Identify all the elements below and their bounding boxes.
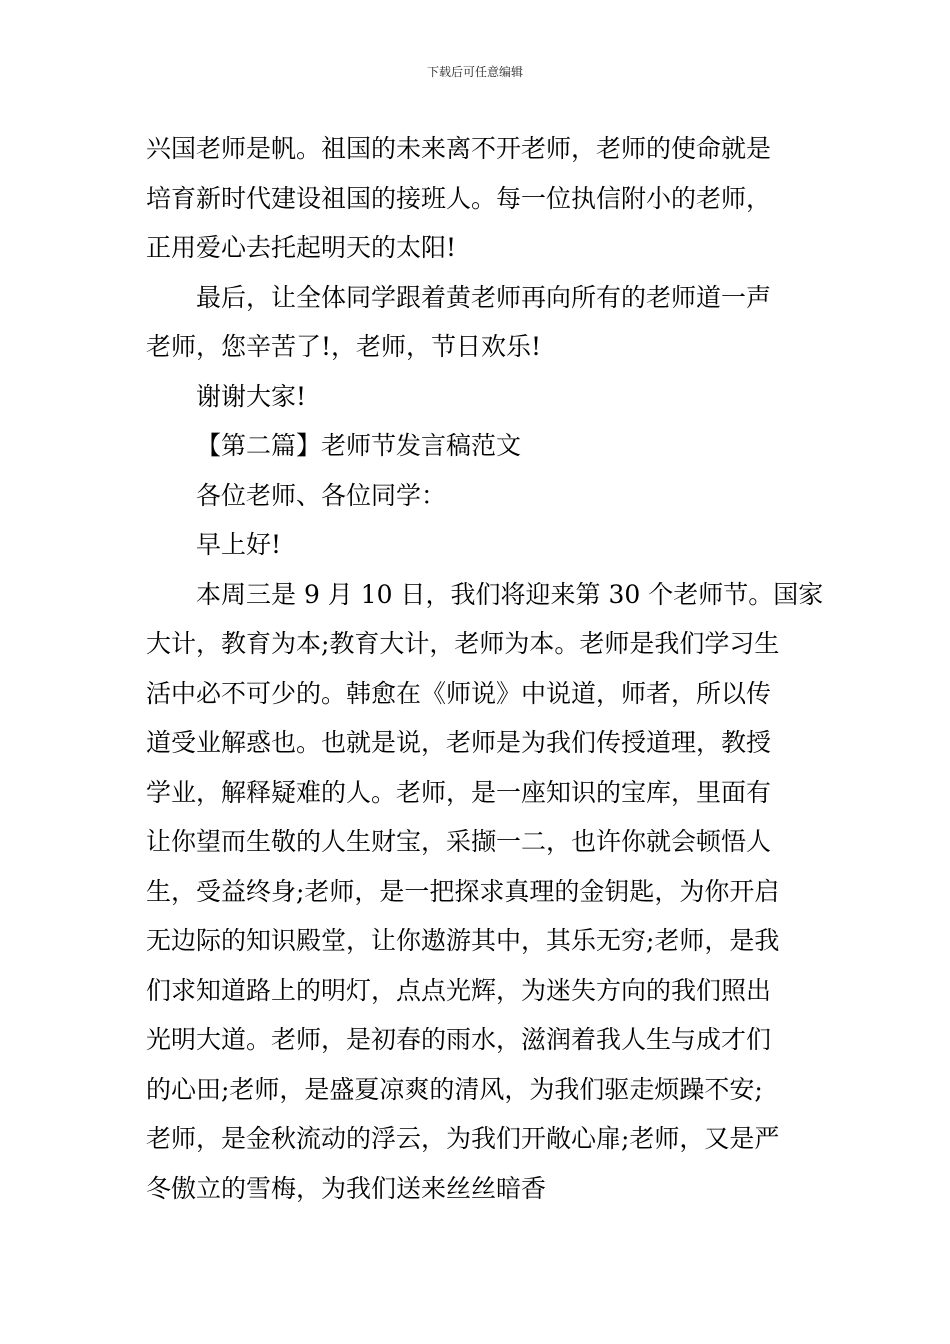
document-body xyxy=(146,124,824,1213)
text-line: 老师，您辛苦了!，老师，节日欢乐! xyxy=(146,332,542,361)
text-line: 谢谢大家! xyxy=(196,381,307,411)
text-line: 冬傲立的雪梅，为我们送来丝丝暗香 xyxy=(146,1173,547,1203)
text-line: 活中必不可少的。韩愈在《师说》中说道，师者，所以传 xyxy=(146,678,772,708)
text-line: 早上好! xyxy=(196,530,282,559)
text-line: 培育新时代建设祖国的接班人。每一位执信附小的老师， xyxy=(146,183,772,213)
text-line: 正用爱心去托起明天的太阳! xyxy=(146,233,457,262)
text-line: 们求知道路上的明灯，点点光辉，为迷失方向的我们照出 xyxy=(146,975,772,1005)
text-line: 本周三是 9 月 10 日，我们将迎来第 30 个老师节。国家 xyxy=(196,579,824,609)
text-line: 最后，让全体同学跟着黄老师再向所有的老师道一声 xyxy=(196,282,772,312)
page-header: 下载后可任意编辑 xyxy=(426,65,523,79)
text-line: 光明大道。老师，是初春的雨水，滋润着我人生与成才们 xyxy=(146,1025,772,1054)
text-line: 无边际的知识殿堂，让你遨游其中，其乐无穷;老师，是我 xyxy=(146,926,780,955)
text-line: 生，受益终身;老师，是一把探求真理的金钥匙，为你开启 xyxy=(146,876,780,906)
text-line: 兴国老师是帆。祖国的未来离不开老师，老师的使命就是 xyxy=(146,134,772,163)
text-line: 的心田;老师，是盛夏凉爽的清风，为我们驱走烦躁不安; xyxy=(146,1074,763,1104)
text-line: 【第二篇】老师节发言稿范文 xyxy=(196,431,522,460)
text-line: 大计，教育为本;教育大计，老师为本。老师是我们学习生 xyxy=(146,629,780,658)
text-line: 各位老师、各位同学： xyxy=(196,480,447,510)
text-line: 学业，解释疑难的人。老师，是一座知识的宝库，里面有 xyxy=(146,777,772,807)
text-line: 老师，是金秋流动的浮云，为我们开敞心扉;老师，又是严 xyxy=(146,1124,780,1153)
text-line: 道受业解惑也。也就是说，老师是为我们传授道理，教授 xyxy=(146,728,772,757)
text-line: 让你望而生敬的人生财宝，采撷一二，也许你就会顿悟人 xyxy=(146,827,772,856)
